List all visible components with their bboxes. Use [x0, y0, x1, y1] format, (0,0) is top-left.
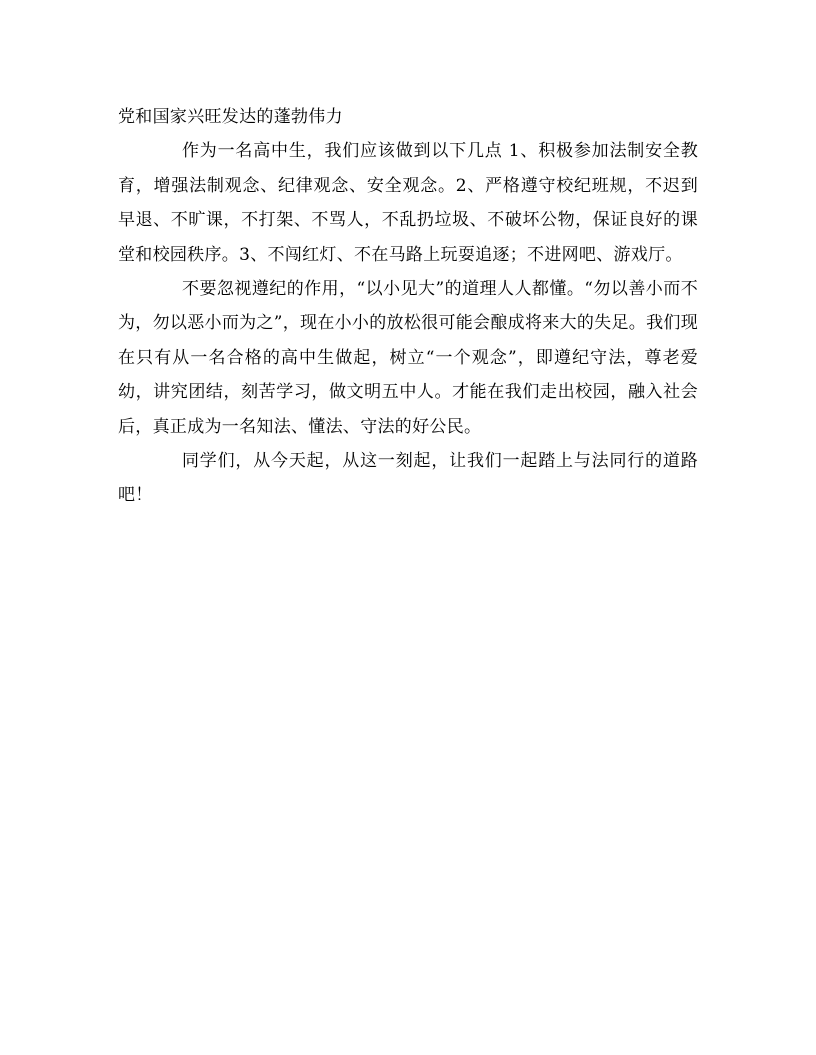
paragraph-closing-call: 同学们，从今天起，从这一刻起，让我们一起踏上与法同行的道路吧！: [118, 451, 698, 506]
paragraph-continuation: 党和国家兴旺发达的蓬勃伟力: [118, 107, 343, 127]
paragraph-discipline-importance: 不要忽视遵纪的作用，“以小见大”的道理人人都懂。“勿以善小而不为，勿以恶小而为之”，现在小小的放松很可能会酿成将来大的失足。我们现在只有从一名合格的高中生做起，树立“一个观念”，即遵纪守法，尊老爱幼，讲究团结，刻苦学习，做文明五中人。才能在我们走出校园，融入社会后，真正成为一名知法、懂法、守法的好公民。: [118, 279, 698, 437]
paragraph-student-duties: 作为一名高中生，我们应该做到以下几点 1、积极参加法制安全教育，增强法制观念、纪律观念、安全观念。2、严格遵守校纪班规，不迟到早退、不旷课，不打架、不骂人，不乱扔垃圾、不破坏公物，保证良好的课堂和校园秩序。3、不闯红灯、不在马路上玩耍追逐；不进网吧、游戏厅。: [118, 141, 698, 265]
document-body: [118, 100, 698, 513]
